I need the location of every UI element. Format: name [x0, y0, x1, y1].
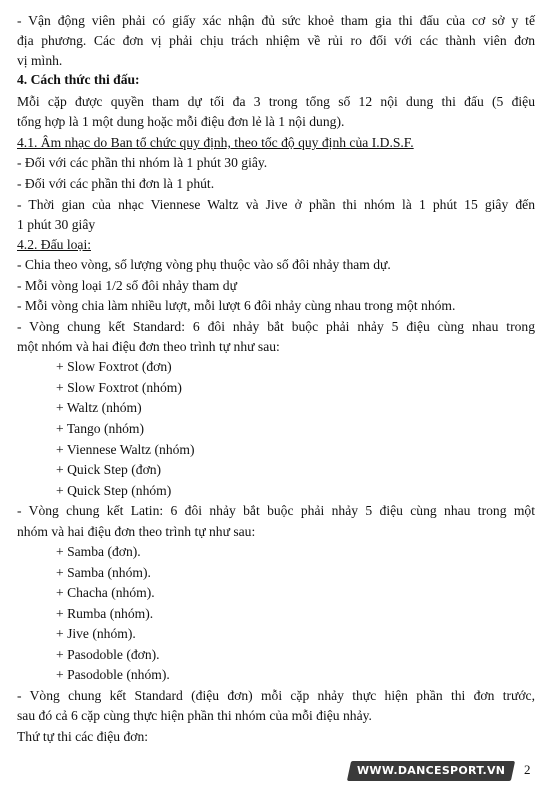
- subsection-heading: 4.2. Đấu loại:: [17, 237, 91, 252]
- text-line: - Chia theo vòng, số lượng vòng phụ thuộc vào số đôi nhảy tham dự.: [17, 257, 391, 272]
- list-item: + Waltz (nhóm): [56, 400, 142, 415]
- text-line: sau đó cả 6 cặp cùng thực hiện phần thi nhóm của mỗi điệu nhảy.: [17, 708, 372, 723]
- text-line: - Thời gian của nhạc Viennese Waltz và Jive ở phần thi nhóm là 1 phút 15 giây đến: [17, 197, 535, 212]
- text-line: - Mỗi vòng loại 1/2 số đôi nhảy tham dự: [17, 278, 237, 293]
- website-badge: [347, 761, 515, 781]
- text-line: nhóm và hai điệu đơn theo trình tự như sau:: [17, 524, 256, 539]
- list-item: + Quick Step (nhóm): [56, 483, 172, 498]
- website-label: WWW.DANCESPORT.VN: [356, 764, 506, 777]
- list-item: + Jive (nhóm).: [56, 626, 136, 641]
- list-item: + Tango (nhóm): [56, 421, 145, 436]
- text-line: Mỗi cặp được quyền tham dự tối đa 3 trong tổng số 12 nội dung thi đấu (5 điệu: [17, 94, 535, 109]
- list-item: + Rumba (nhóm).: [56, 606, 154, 621]
- text-line: - Vòng chung kết Latin: 6 đôi nhảy bắt buộc phải nhảy 5 điệu cùng nhau trong một: [17, 503, 535, 518]
- text-line: - Đối với các phần thi nhóm là 1 phút 30 giây.: [17, 155, 268, 170]
- page-number: 2: [524, 762, 531, 777]
- list-item: + Quick Step (đơn): [56, 462, 162, 477]
- text-line: - Mỗi vòng chia làm nhiều lượt, mỗi lượt 6 đôi nhảy cùng nhau trong một nhóm.: [17, 298, 456, 313]
- text-line: - Vòng chung kết Standard (điệu đơn) mỗi cặp nhảy thực hiện phần thi đơn trước,: [17, 688, 535, 703]
- text-line: - Vận động viên phải có giấy xác nhận đủ sức khoẻ tham gia thi đấu của cơ sở y tế: [17, 13, 535, 28]
- text-line: tổng hợp là 1 một dung hoặc mỗi điệu đơn lẻ là 1 nội dung).: [17, 114, 345, 129]
- list-item: + Viennese Waltz (nhóm): [56, 442, 195, 457]
- text-line: - Vòng chung kết Standard: 6 đôi nhảy bắt buộc phải nhảy 5 điệu cùng nhau trong: [17, 319, 535, 334]
- text-line: địa phương. Các đơn vị phải chịu trách nhiệm về rủi ro đối với các thành viên đơn: [17, 33, 535, 48]
- list-item: + Samba (đơn).: [56, 544, 141, 559]
- subsection-heading: 4.1. Âm nhạc do Ban tổ chức quy định, theo tốc độ quy định của I.D.S.F.: [17, 135, 414, 150]
- text-line: một nhóm và hai điệu đơn theo trình tự như sau:: [17, 339, 280, 354]
- list-item: + Samba (nhóm).: [56, 565, 151, 580]
- list-item: + Slow Foxtrot (nhóm): [56, 380, 182, 395]
- list-item: + Pasodoble (đơn).: [56, 647, 160, 662]
- list-item: + Pasodoble (nhóm).: [56, 667, 170, 682]
- list-item: + Slow Foxtrot (đơn): [56, 359, 172, 374]
- section-heading: 4. Cách thức thi đấu:: [17, 72, 140, 87]
- list-item: + Chacha (nhóm).: [56, 585, 155, 600]
- text-line: Thứ tự thi các điệu đơn:: [17, 729, 149, 744]
- text-line: - Đối với các phần thi đơn là 1 phút.: [17, 176, 215, 191]
- text-line: vị mình.: [17, 53, 63, 68]
- text-line: 1 phút 30 giây: [17, 217, 96, 232]
